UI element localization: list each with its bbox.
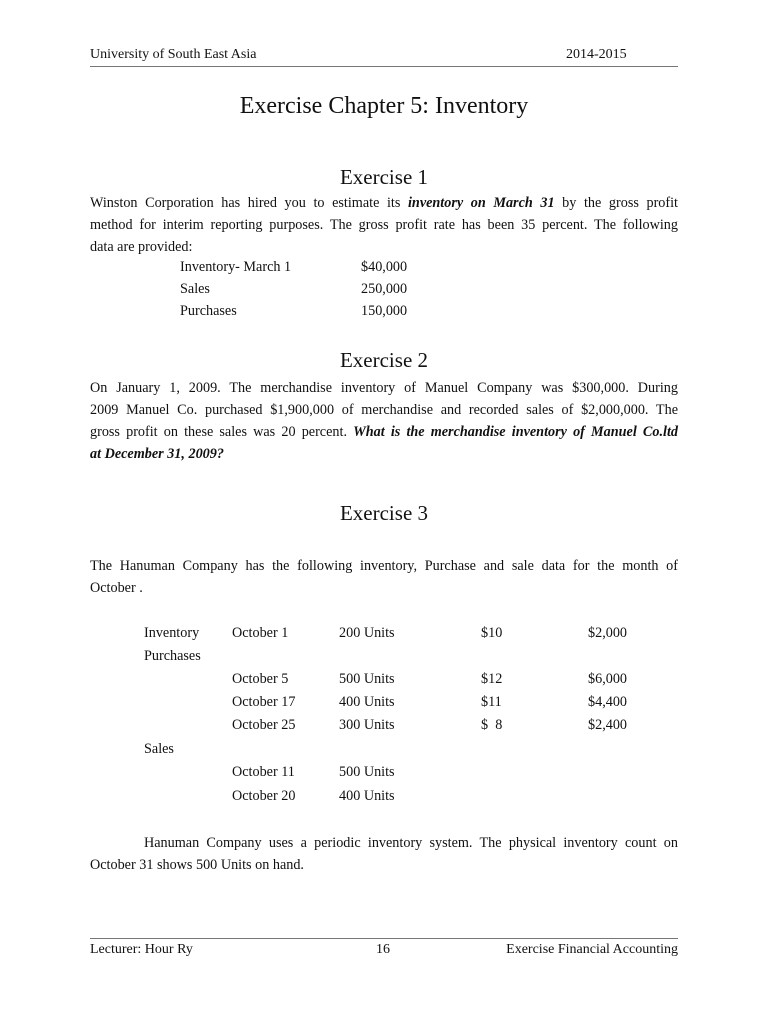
table-cell: October 11 xyxy=(232,764,295,780)
table-cell: $ 8 xyxy=(481,717,503,733)
footer-course: Exercise Financial Accounting xyxy=(506,942,678,957)
exercise-3-closing-line-2: October 31 shows 500 Units on hand. xyxy=(90,857,304,873)
table-cell: 400 Units xyxy=(339,788,395,804)
table-cell: 400 Units xyxy=(339,694,395,710)
exercise-3-intro xyxy=(90,555,678,599)
ex1-row-label: Inventory- March 1 xyxy=(180,259,292,275)
ex1-row-label: Purchases xyxy=(180,303,237,319)
exercise-1-line-1: Winston Corporation has hired you to estimate its inventory on March 31 by the gross profit xyxy=(90,195,678,211)
exercise-1-line-3: data are provided: xyxy=(90,239,193,255)
ex1-row-value: $40,000 xyxy=(361,259,408,275)
exercise-3-intro-line-2: October . xyxy=(90,580,143,596)
table-cell: October 5 xyxy=(232,671,289,687)
exercise-3-closing xyxy=(90,832,678,876)
ex1-row-label: Sales xyxy=(180,281,210,297)
table-cell: October 1 xyxy=(232,625,289,641)
exercise-1-heading: Exercise 1 xyxy=(339,165,429,189)
page-number: 16 xyxy=(376,942,390,957)
table-cell: $2,400 xyxy=(588,717,628,733)
table-cell: 200 Units xyxy=(339,625,395,641)
ex1-row-value: 150,000 xyxy=(361,303,408,319)
page-title: Exercise Chapter 5: Inventory xyxy=(239,93,529,119)
table-cell: $6,000 xyxy=(588,671,628,687)
exercise-3-heading: Exercise 3 xyxy=(339,501,429,525)
table-cell: Inventory xyxy=(144,625,200,641)
table-cell: 500 Units xyxy=(339,764,395,780)
exercise-2-paragraph xyxy=(90,377,678,465)
table-cell: 300 Units xyxy=(339,717,395,733)
exercise-2-line-2: 2009 Manuel Co. purchased $1,900,000 of merchandise and recorded sales of $2,000,000. The xyxy=(90,402,678,418)
header-rule xyxy=(90,66,678,67)
table-cell: $12 xyxy=(481,671,503,687)
exercise-3-intro-line-1: The Hanuman Company has the following inventory, Purchase and sale data for the month of xyxy=(90,558,678,574)
table-cell: $10 xyxy=(481,625,503,641)
table-cell: $4,400 xyxy=(588,694,628,710)
exercise-2-heading: Exercise 2 xyxy=(339,348,429,372)
table-cell: 500 Units xyxy=(339,671,395,687)
exercise-1-paragraph xyxy=(90,192,678,258)
exercise-2-question: What is the merchandise inventory of Manuel Co.ltd xyxy=(353,424,679,440)
table-cell: October 17 xyxy=(232,694,296,710)
table-cell: $2,000 xyxy=(588,625,628,641)
table-cell: October 25 xyxy=(232,717,296,733)
exercise-1-emphasis: inventory on March 31 xyxy=(407,195,555,211)
table-cell: October 20 xyxy=(232,788,296,804)
ex1-row-value: 250,000 xyxy=(361,281,408,297)
exercise-2-line-1: On January 1, 2009. The merchandise inventory of Manuel Company was $300,000. During xyxy=(90,380,678,396)
header-year: 2014-2015 xyxy=(566,47,627,62)
table-cell: Sales xyxy=(144,741,174,757)
footer-rule xyxy=(90,938,678,939)
table-cell: $11 xyxy=(481,694,502,710)
table-cell: Purchases xyxy=(144,648,201,664)
exercise-1-line-2: method for interim reporting purposes. The gross profit rate has been 35 percent. The following xyxy=(90,217,678,233)
footer-lecturer: Lecturer: Hour Ry xyxy=(90,942,193,957)
header-institution: University of South East Asia xyxy=(90,47,257,62)
exercise-2-question-end: at December 31, 2009? xyxy=(90,446,224,462)
exercise-2-line-3: gross profit on these sales was 20 percent. What is the merchandise inventory of Manuel Co.ltd xyxy=(90,424,679,440)
exercise-3-closing-line-1: Hanuman Company uses a periodic inventory system. The physical inventory count on xyxy=(144,835,678,851)
